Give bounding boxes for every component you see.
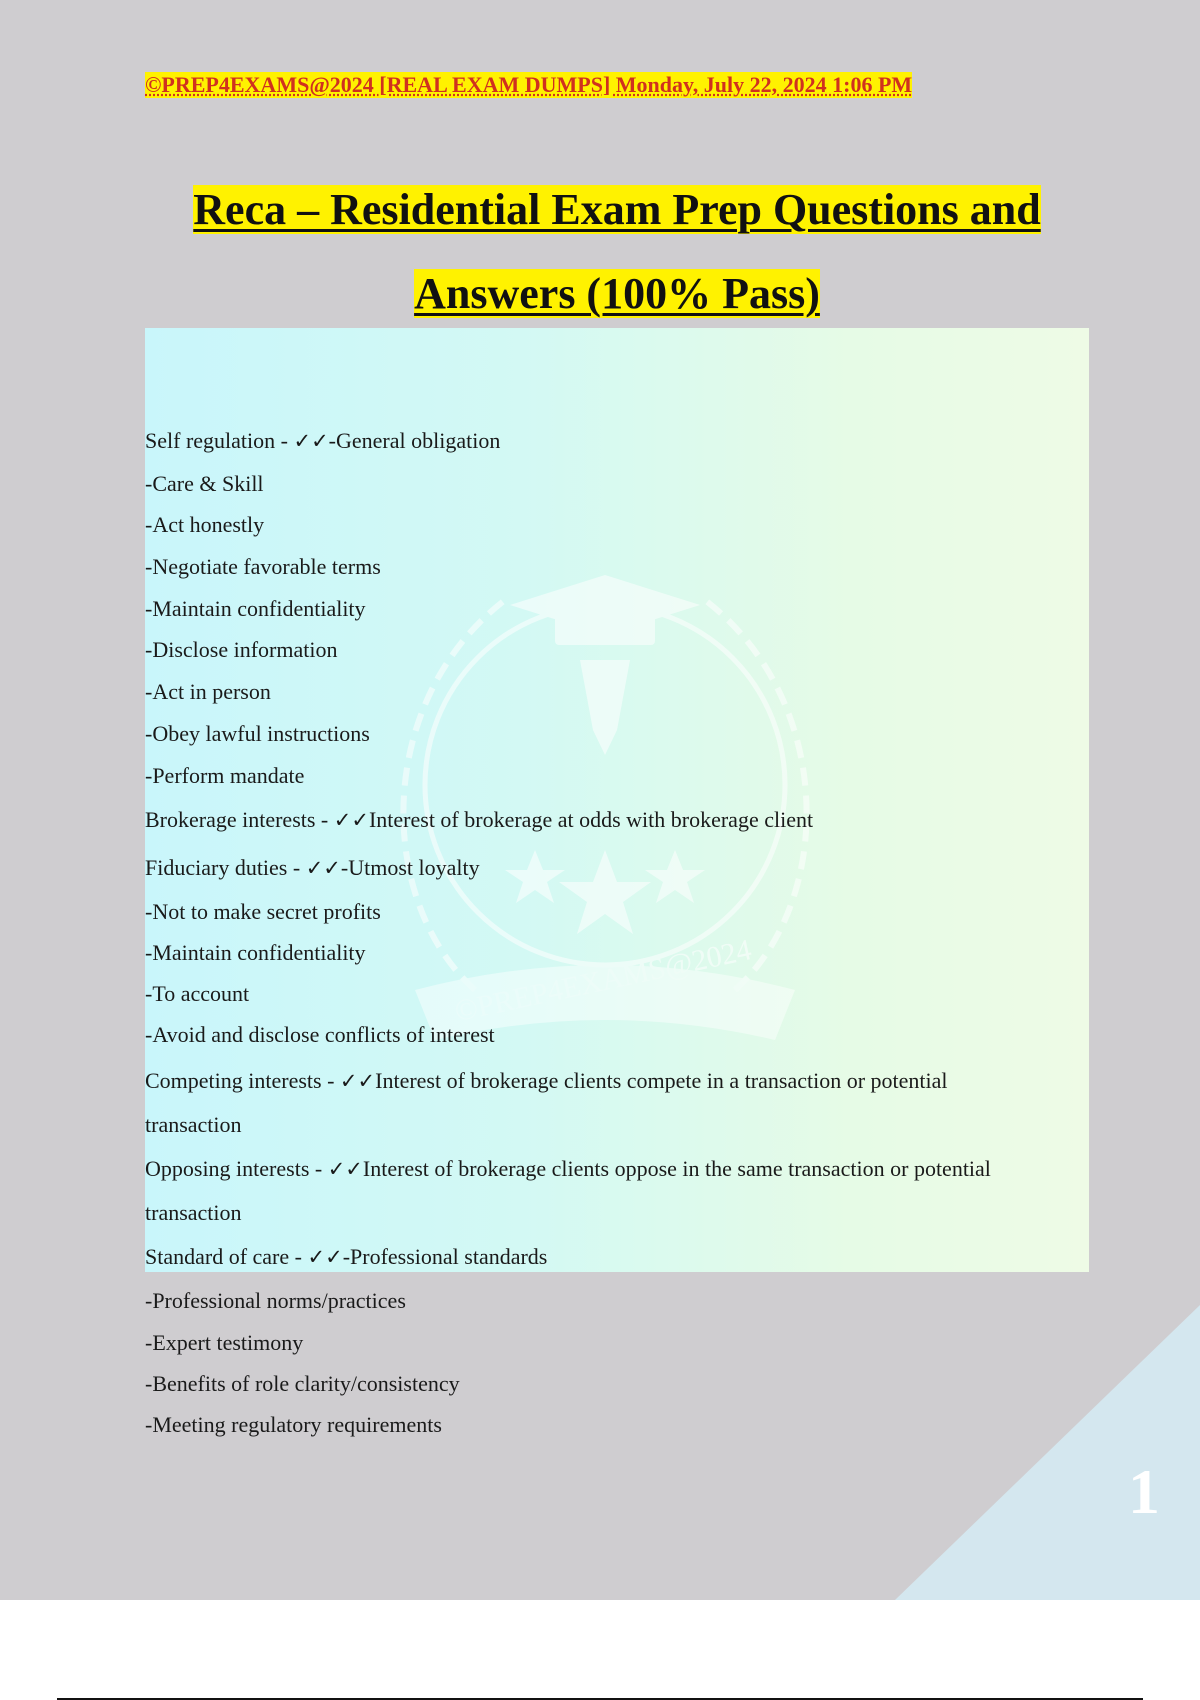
qa-line-text: -Care & Skill xyxy=(145,471,264,496)
qa-detail-line xyxy=(145,1330,303,1356)
qa-detail-line xyxy=(145,1288,406,1314)
double-check-icon: ✓✓ xyxy=(333,808,369,832)
qa-answer-text: Interest of brokerage clients oppose in the same transaction or potential xyxy=(362,1156,991,1181)
qa-line-text: transaction xyxy=(145,1112,242,1137)
qa-line-text: Fiduciary duties - xyxy=(145,855,306,880)
qa-detail-line xyxy=(145,981,249,1007)
qa-detail-line xyxy=(145,471,264,497)
qa-detail-line xyxy=(145,1022,495,1048)
qa-detail-line xyxy=(145,899,381,925)
watermark-logo xyxy=(355,520,855,1080)
title-line-1: Reca – Residential Exam Prep Questions and xyxy=(193,185,1041,234)
qa-line-text: -Benefits of role clarity/consistency xyxy=(145,1371,460,1396)
qa-line-text: -Expert testimony xyxy=(145,1330,304,1355)
qa-line-text: -Not to make secret profits xyxy=(145,899,381,924)
qa-line-text: Competing interests - xyxy=(145,1068,340,1093)
document-title xyxy=(100,168,1134,336)
qa-line-text: Opposing interests - xyxy=(145,1156,328,1181)
double-check-icon: ✓✓ xyxy=(307,1245,343,1269)
double-check-icon: ✓✓ xyxy=(305,856,341,880)
qa-line-text: Self regulation - xyxy=(145,428,294,453)
qa-line-text: -To account xyxy=(145,981,250,1006)
qa-entry xyxy=(145,855,480,881)
qa-line-text: -Disclose information xyxy=(145,637,338,662)
qa-line-text: -Professional norms/practices xyxy=(145,1288,406,1313)
qa-entry xyxy=(145,428,500,454)
footer-area xyxy=(0,1600,1200,1700)
qa-answer-text: Interest of brokerage at odds with brokerage client xyxy=(368,807,814,832)
qa-entry xyxy=(145,1068,948,1094)
qa-line-text: Standard of care - xyxy=(145,1244,308,1269)
qa-entry xyxy=(145,807,813,833)
qa-line-text: -Obey lawful instructions xyxy=(145,721,370,746)
double-check-icon: ✓✓ xyxy=(327,1157,363,1181)
qa-entry xyxy=(145,1156,991,1182)
qa-line-text: -Meeting regulatory requirements xyxy=(145,1412,442,1437)
qa-line-text: -Perform mandate xyxy=(145,763,305,788)
qa-answer-text: Interest of brokerage clients compete in a transaction or potential xyxy=(375,1068,948,1093)
qa-line-text: Brokerage interests - xyxy=(145,807,334,832)
qa-line-text: -Act honestly xyxy=(145,512,265,537)
qa-answer-text: -Utmost loyalty xyxy=(340,855,480,880)
title-line-2: Answers (100% Pass) xyxy=(414,269,820,318)
header-banner: ©PREP4EXAMS@2024 [REAL EXAM DUMPS] Monday, July 22, 2024 1:06 PM xyxy=(145,72,913,97)
qa-line-text: -Avoid and disclose conflicts of interest xyxy=(145,1022,495,1047)
qa-line-text: -Act in person xyxy=(145,679,271,704)
qa-line-text: -Maintain confidentiality xyxy=(145,940,366,965)
qa-detail-line xyxy=(145,596,366,622)
watermark-text: ©PREP4EXAMS@2024 xyxy=(451,933,755,1029)
page-number: 1 xyxy=(1128,1456,1160,1527)
qa-entry xyxy=(145,1244,547,1270)
qa-detail-line xyxy=(145,1200,242,1226)
qa-detail-line xyxy=(145,1371,460,1397)
double-check-icon: ✓✓ xyxy=(293,429,329,453)
qa-line-text: -Negotiate favorable terms xyxy=(145,554,381,579)
qa-detail-line xyxy=(145,1112,242,1138)
qa-detail-line xyxy=(145,1412,442,1438)
qa-answer-text: -Professional standards xyxy=(342,1244,548,1269)
qa-detail-line xyxy=(145,512,264,538)
qa-line-text: -Maintain confidentiality xyxy=(145,596,366,621)
qa-detail-line xyxy=(145,763,304,789)
qa-line-text: transaction xyxy=(145,1200,242,1225)
qa-detail-line xyxy=(145,940,366,966)
qa-detail-line xyxy=(145,637,337,663)
qa-detail-line xyxy=(145,721,370,747)
qa-answer-text: -General obligation xyxy=(328,428,501,453)
qa-detail-line xyxy=(145,679,271,705)
qa-detail-line xyxy=(145,554,381,580)
double-check-icon: ✓✓ xyxy=(339,1069,376,1093)
